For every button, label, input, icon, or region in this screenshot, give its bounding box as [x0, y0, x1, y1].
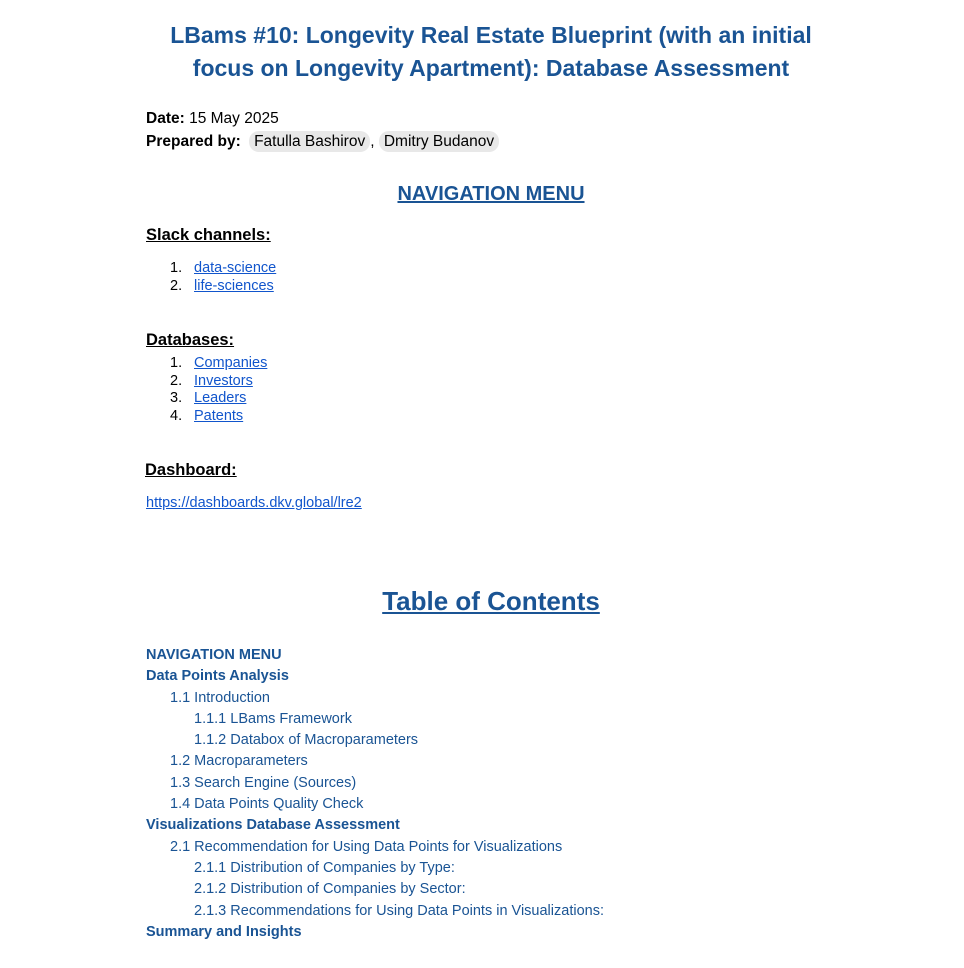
author-separator: , [370, 133, 375, 150]
list-number-text: 2. [170, 277, 183, 294]
list-number-text: 4. [170, 407, 183, 424]
date-label: Date: [146, 110, 185, 127]
db_items-item [146, 373, 267, 391]
toc-entry[interactable]: 1.3 Search Engine (Sources) [170, 774, 357, 791]
toc-entry[interactable]: 2.1.3 Recommendations for Using Data Points in Visualizations: [194, 902, 604, 919]
toc-entry[interactable]: Summary and Insights [146, 923, 302, 940]
list-number [146, 373, 194, 391]
db_items-item [146, 355, 267, 373]
prepared-by-label: Prepared by: [146, 133, 241, 150]
db_items-link[interactable]: Leaders [194, 390, 247, 406]
toc-entry[interactable]: Visualizations Database Assessment [146, 817, 400, 834]
slack_items-link[interactable]: life-sciences [194, 277, 274, 294]
db_items-link[interactable]: Patents [194, 407, 244, 424]
slack_items-item [146, 278, 276, 296]
toc-entry[interactable]: 1.2 Macroparameters [170, 753, 308, 770]
db_items-link[interactable]: Investors [194, 372, 253, 389]
table-of-contents-heading: Table of Contents [382, 586, 600, 616]
dashboard-link[interactable]: https://dashboards.dkv.global/lre2 [146, 495, 362, 511]
list-number-text: 2. [170, 372, 183, 389]
toc-entry[interactable]: 2.1.1 Distribution of Companies by Type: [194, 859, 455, 876]
title-line-2: focus on Longevity Apartment): Database Assessment [192, 55, 790, 81]
toc-entry[interactable]: 1.1.2 Databox of Macroparameters [194, 732, 419, 749]
list-number [146, 278, 194, 296]
list-number-text: 3. [170, 390, 183, 406]
list-number-text: 1. [170, 355, 183, 371]
title-line-1: LBams #10: Longevity Real Estate Blueprint (with an initial [170, 22, 812, 48]
dashboard-heading: Dashboard: [145, 461, 237, 479]
list-number-text: 1. [170, 260, 183, 276]
toc-entry[interactable]: 1.1.1 LBams Framework [194, 710, 352, 727]
toc-entry[interactable]: NAVIGATION MENU [146, 647, 282, 663]
date-line [146, 109, 279, 129]
toc-entry[interactable]: 1.4 Data Points Quality Check [170, 796, 364, 813]
slack_items-link[interactable]: data-science [194, 260, 277, 276]
slack-channels-heading: Slack channels: [146, 226, 271, 244]
db_items-item [146, 408, 267, 426]
date-value: 15 May 2025 [189, 110, 279, 127]
toc-entry[interactable]: 2.1.2 Distribution of Companies by Sector: [194, 881, 466, 898]
db_items-item [146, 390, 267, 408]
toc-entry[interactable]: 1.1 Introduction [170, 689, 270, 706]
databases-heading: Databases: [146, 331, 235, 349]
navigation-menu-heading[interactable]: NAVIGATION MENU [397, 183, 585, 205]
list-number [146, 408, 194, 426]
prepared-by-line [146, 131, 499, 152]
slack_items-item [146, 260, 276, 278]
slack-channels-list [146, 260, 276, 295]
toc-entry[interactable]: 2.1 Recommendation for Using Data Points for Visualizations [170, 838, 563, 855]
toc-entry[interactable]: Data Points Analysis [146, 668, 289, 685]
list-number [146, 260, 194, 278]
document-title [0, 19, 964, 85]
table-of-contents [146, 645, 604, 943]
list-number [146, 390, 194, 408]
list-number [146, 355, 194, 373]
author-chip-2[interactable]: Dmitry Budanov [379, 131, 499, 152]
author-chip-1[interactable]: Fatulla Bashirov [249, 131, 370, 152]
db_items-link[interactable]: Companies [194, 355, 268, 371]
databases-list [146, 355, 267, 425]
